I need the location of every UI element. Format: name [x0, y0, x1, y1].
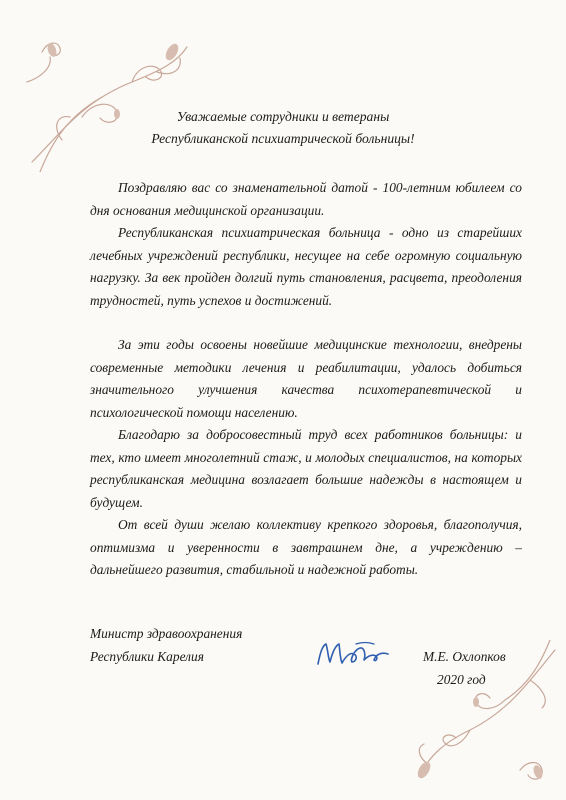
greeting-heading-line-1: Уважаемые сотрудники и ветераны: [176, 109, 390, 124]
signer-position-line-2: Республики Карелия: [90, 649, 204, 664]
body-paragraph: Благодарю за добросовестный труд всех работников больницы: и тех, кто имеет многолетний стаж, и молодых специалистов, на которых республиканская медицина возлагает большие надежды в настоящем и будущем.: [90, 427, 522, 510]
body-paragraph: Поздравляю вас со знаменательной датой - 100-летним юбилеем со дня основания медицинской организации.: [90, 180, 522, 218]
body-paragraph: За эти годы освоены новейшие медицинские технологии, внедрены современные методики лечения и реабилитации, удалось добиться значительного улучшения качества психотерапевтической и психологической помощи населению.: [90, 337, 522, 420]
floral-ornament-top-left: [22, 22, 192, 172]
greeting-heading-line-2: Республиканской психиатрической больницы!: [151, 131, 415, 146]
signer-name: М.Е. Охлопков: [423, 649, 506, 664]
signer-position-line-1: Министр здравоохранения: [90, 626, 243, 641]
body-paragraph: От всей души желаю коллективу крепкого здоровья, благополучия, оптимизма и уверенности в завтрашнем дне, а учреждению – дальнейшего развития, стабильной и надежной работы.: [90, 517, 522, 577]
handwritten-signature: [312, 636, 394, 672]
body-paragraph: Республиканская психиатрическая больница - одно из старейших лечебных учреждений республики, несущее на себе огромную социальную нагрузку. За век пройден долгий путь становления, расцвета, преодоления трудностей, путь успехов и достижений.: [90, 225, 522, 308]
letter-year: 2020 год: [437, 672, 486, 687]
